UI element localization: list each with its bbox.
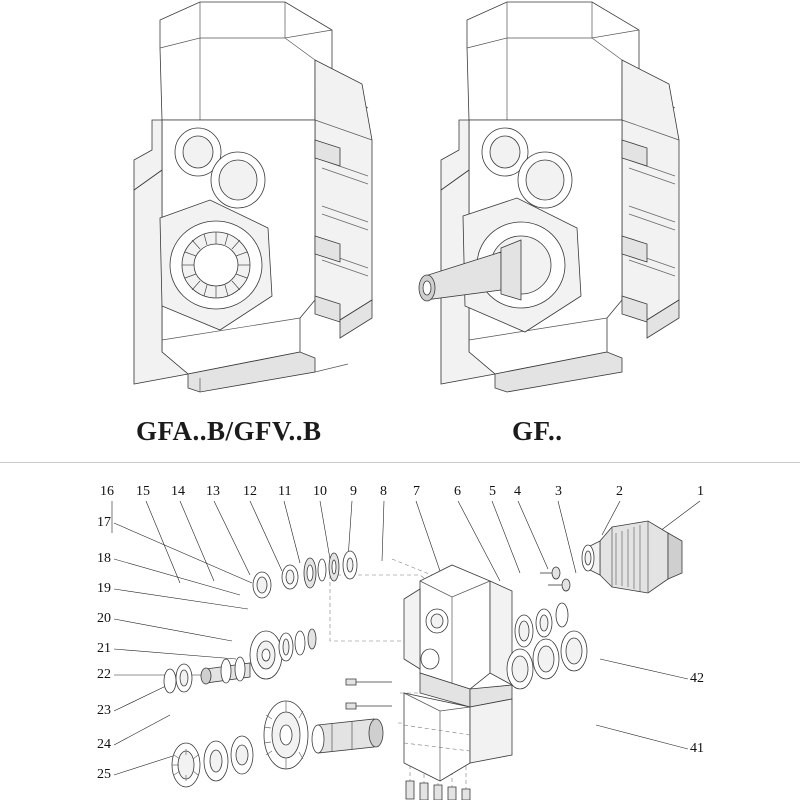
- callout-6: 6: [454, 484, 461, 499]
- callout-11: 11: [278, 484, 292, 499]
- callout-14: 14: [171, 484, 185, 499]
- callout-10: 10: [313, 484, 327, 499]
- callout-22: 22: [97, 667, 111, 682]
- gear-unit-foot-mounted-drawing: [100, 0, 390, 400]
- callout-15: 15: [136, 484, 150, 499]
- callout-24: 24: [97, 737, 111, 752]
- callout-20: 20: [97, 611, 111, 626]
- callout-17: 17: [97, 515, 111, 530]
- caption-left: GFA..B/GFV..B: [136, 416, 322, 446]
- exploded-view-area: [0, 463, 800, 800]
- callout-42: 42: [690, 671, 704, 686]
- callout-41: 41: [690, 741, 704, 756]
- gear-unit-solid-shaft-drawing: [405, 0, 705, 400]
- callout-12: 12: [243, 484, 257, 499]
- callout-13: 13: [206, 484, 220, 499]
- callout-7: 7: [413, 484, 420, 499]
- caption-right: GF..: [512, 416, 563, 446]
- callout-5: 5: [489, 484, 496, 499]
- callout-2: 2: [616, 484, 623, 499]
- callout-16: 16: [100, 484, 114, 499]
- callout-21: 21: [97, 641, 111, 656]
- callout-25: 25: [97, 767, 111, 782]
- callout-23: 23: [97, 703, 111, 718]
- callout-4: 4: [514, 484, 521, 499]
- callout-3: 3: [555, 484, 562, 499]
- callout-18: 18: [97, 551, 111, 566]
- callout-19: 19: [97, 581, 111, 596]
- callout-1: 1: [697, 484, 704, 499]
- callout-8: 8: [380, 484, 387, 499]
- callout-9: 9: [350, 484, 357, 499]
